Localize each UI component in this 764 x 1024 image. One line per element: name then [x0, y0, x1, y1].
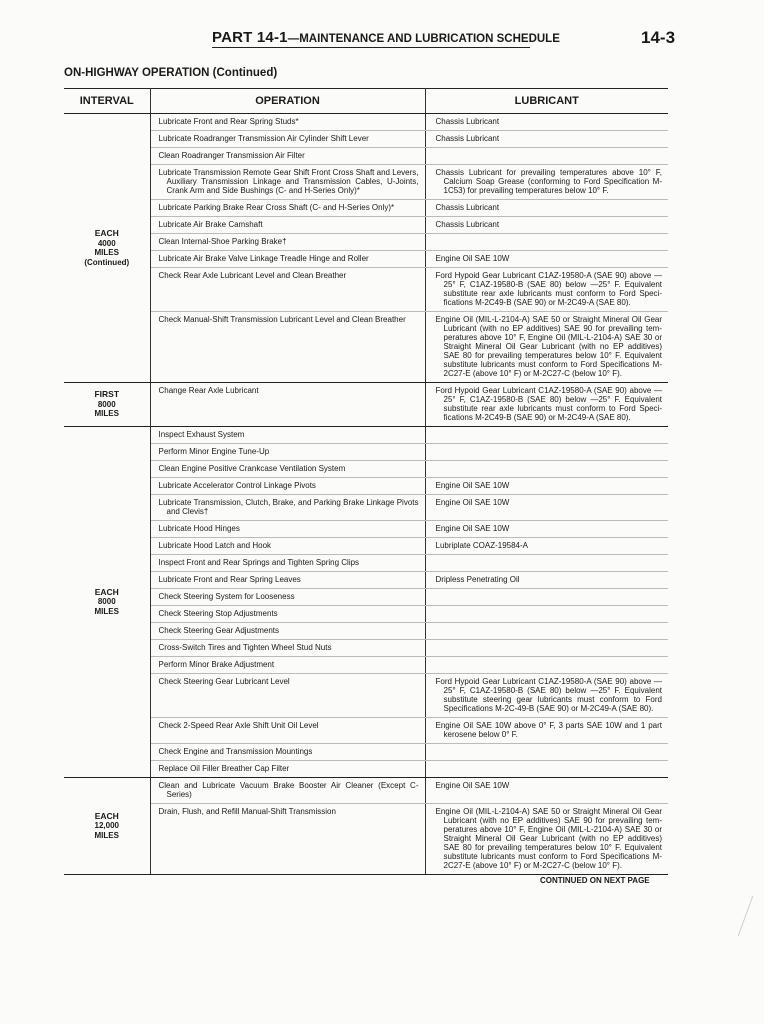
lubricant-cell — [425, 623, 668, 640]
operation-text: Lubricate Hood Hinges — [158, 524, 240, 533]
table-row — [64, 804, 668, 875]
interval-line: EACH — [94, 586, 119, 597]
interval-line: EACH — [94, 228, 119, 238]
lubricant-cell — [425, 606, 668, 623]
lubricant-cell — [425, 744, 668, 761]
schedule-table — [64, 88, 668, 875]
operation-text: Lubricate Air Brake Valve Linkage Treadle Hinge and Roller — [158, 254, 369, 263]
header-subtitle: MAINTENANCE AND LUBRICATION SCHEDULE — [299, 33, 560, 45]
interval-line: 8000 — [97, 399, 116, 409]
table-row — [64, 444, 668, 461]
operation-text: Check 2-Speed Rear Axle Shift Unit Oil Level — [158, 721, 319, 730]
operation-text: Lubricate Air Brake Camshaft — [158, 220, 263, 229]
interval-line: 4000 — [97, 238, 116, 248]
column-header-interval: INTERVAL — [64, 89, 150, 114]
lubricant-text: Chassis Lubricant — [435, 117, 500, 126]
lubricant-cell — [425, 538, 668, 555]
table-row — [64, 383, 668, 427]
table-row — [64, 640, 668, 657]
interval-line: MILES — [94, 409, 119, 419]
interval-cell — [64, 383, 150, 427]
part-label: PART 14-1 — [212, 29, 288, 46]
operation-text: Lubricate Front and Rear Spring Studs* — [158, 117, 299, 126]
header-dash: — — [287, 33, 300, 45]
table-row — [64, 234, 668, 251]
column-header-operation: OPERATION — [150, 89, 425, 114]
operation-cell — [150, 538, 425, 555]
operation-cell — [150, 657, 425, 674]
operation-cell — [150, 495, 425, 521]
lubricant-text: Lubriplate COAZ-19584-A — [435, 541, 528, 550]
lubricant-cell — [425, 521, 668, 538]
operation-cell — [150, 778, 425, 804]
interval-line: (Continued) — [84, 257, 130, 267]
continued-note: CONTINUED ON NEXT PAGE — [540, 876, 650, 885]
lubricant-cell — [425, 555, 668, 572]
operation-text: Cross-Switch Tires and Tighten Wheel Stud Nuts — [158, 643, 332, 652]
operation-cell — [150, 444, 425, 461]
operation-cell — [150, 148, 425, 165]
lubricant-cell — [425, 478, 668, 495]
operation-text: Lubricate Front and Rear Spring Leaves — [158, 575, 301, 584]
table-row — [64, 761, 668, 778]
lubricant-text: Engine Oil (MIL-L-2104-A) SAE 50 or Straight Mineral Oil Gear Lubricant (with no EP additives) SAE 90 for prevailing tem-peratures above 10° F, Engine Oil (MIL-L-2104-A) SAE 30 or Straight Mineral Oil Gear Lubricant (with no EP additives) SAE 80 for prevailing temperatures below 10° F. Equivalent substitute lubricants must conform to Ford Specifications M-2C27-E (above 10° F) or M-2C27-C (below 10° F). — [435, 315, 662, 378]
interval-cell — [64, 778, 150, 875]
schedule-body — [64, 114, 668, 875]
operation-cell — [150, 640, 425, 657]
operation-text: Perform Minor Brake Adjustment — [158, 660, 275, 669]
lubricant-cell — [425, 268, 668, 312]
interval-cell — [64, 114, 150, 383]
lubricant-text: Ford Hypoid Gear Lubricant C1AZ-19580-A (SAE 90) above —25° F, C1AZ-19580-B (SAE 80) below —25° F. Equivalent substitute rear axle lubricants must conform to Ford Speci-fications M-2C49-B (SAE 90) or M-2C49-A (SAE 80). — [435, 271, 662, 307]
operation-text: Inspect Front and Rear Springs and Tighten Spring Clips — [158, 558, 360, 567]
operation-cell — [150, 461, 425, 478]
interval-line: MILES — [94, 248, 119, 257]
table-row — [64, 217, 668, 234]
lubricant-text: Engine Oil SAE 10W — [435, 498, 510, 507]
lubricant-text: Engine Oil SAE 10W — [435, 524, 510, 533]
column-header-lubricant: LUBRICANT — [425, 89, 668, 114]
table-row — [64, 165, 668, 200]
interval-line: MILES — [94, 830, 119, 840]
header-rule — [212, 47, 530, 48]
operation-cell — [150, 427, 425, 444]
lubricant-cell — [425, 383, 668, 427]
lubricant-cell — [425, 761, 668, 778]
operation-cell — [150, 268, 425, 312]
operation-cell — [150, 521, 425, 538]
interval-line: FIRST — [94, 389, 120, 400]
interval-line: 12,000 — [94, 821, 119, 831]
lubricant-cell — [425, 461, 668, 478]
table-header-row — [64, 89, 668, 114]
table-row — [64, 589, 668, 606]
lubricant-text: Ford Hypoid Gear Lubricant C1AZ-19580-A (SAE 90) above —25° F, C1AZ-19580-B (SAE 80) below —25° F. Equivalent substitute steering gear lubricants must conform to Ford Specifications M-2C-49-B (SAE 90) or M-2C49-A (SAE 80). — [435, 677, 662, 713]
operation-cell — [150, 572, 425, 589]
operation-text: Lubricate Roadranger Transmission Air Cylinder Shift Lever — [158, 134, 369, 143]
table-row — [64, 606, 668, 623]
lubricant-cell — [425, 657, 668, 674]
operation-cell — [150, 478, 425, 495]
lubricant-text: Chassis Lubricant for prevailing temperatures above 10° F, Calcium Soap Grease (conforming to Ford Specification M-1C53) for prevailing temperatures below 10° F. — [435, 168, 662, 195]
table-row — [64, 251, 668, 268]
lubricant-cell — [425, 572, 668, 589]
table-row — [64, 268, 668, 312]
lubricant-text: Engine Oil (MIL-L-2104-A) SAE 50 or Straight Mineral Oil Gear Lubricant (with no EP additives) SAE 90 for prevailing tem-peratures above 10° F, Engine Oil (MIL-L-2104-A) SAE 30 or Straight Mineral Oil Gear Lubricant (with no EP additives) SAE 80 for prevailing temperatures below 10° F. Equivalent substitute lubricants must conform to Ford Specifications M-2C27-E (above 10° F) or M-2C27-C (below 10° F). — [435, 807, 662, 870]
interval-cell — [64, 427, 150, 778]
operation-cell — [150, 251, 425, 268]
operation-cell — [150, 383, 425, 427]
section-title: ON-HIGHWAY OPERATION (Continued) — [64, 67, 278, 79]
lubricant-cell — [425, 165, 668, 200]
operation-cell — [150, 165, 425, 200]
operation-cell — [150, 804, 425, 875]
operation-cell — [150, 674, 425, 718]
operation-cell — [150, 114, 425, 131]
table-row — [64, 674, 668, 718]
lubricant-cell — [425, 495, 668, 521]
operation-cell — [150, 234, 425, 251]
page-header-title — [212, 29, 560, 46]
table-row — [64, 114, 668, 131]
operation-text: Lubricate Accelerator Control Linkage Pivots — [158, 481, 316, 490]
lubricant-cell — [425, 114, 668, 131]
lubricant-cell — [425, 718, 668, 744]
operation-cell — [150, 217, 425, 234]
lubricant-cell — [425, 804, 668, 875]
operation-cell — [150, 623, 425, 640]
lubricant-cell — [425, 674, 668, 718]
operation-cell — [150, 744, 425, 761]
operation-text: Check Steering System for Looseness — [158, 592, 295, 601]
operation-cell — [150, 606, 425, 623]
operation-cell — [150, 200, 425, 217]
operation-text: Check Steering Gear Adjustments — [158, 626, 280, 635]
operation-text: Clean Roadranger Transmission Air Filter — [158, 151, 305, 160]
operation-text: Lubricate Hood Latch and Hook — [158, 541, 272, 550]
interval-line: MILES — [94, 606, 119, 616]
operation-text: Clean Internal-Shoe Parking Brake† — [158, 237, 287, 246]
operation-text: Check Engine and Transmission Mountings — [158, 747, 313, 756]
operation-text: Replace Oil Filler Breather Cap Filter — [158, 764, 290, 773]
lubricant-cell — [425, 444, 668, 461]
lubricant-cell — [425, 234, 668, 251]
lubricant-text: Ford Hypoid Gear Lubricant C1AZ-19580-A (SAE 90) above —25° F, C1AZ-19580-B (SAE 80) below —25° F. Equivalent substitute rear axle lubricants must conform to Ford Speci-fications M-2C49-B (SAE 90) or M-2C49-A (SAE 80). — [435, 386, 662, 422]
table-row — [64, 718, 668, 744]
lubricant-text: Engine Oil SAE 10W above 0° F, 3 parts SAE 10W and 1 part kerosene below 0° F. — [435, 721, 662, 739]
operation-text: Lubricate Transmission, Clutch, Brake, and Parking Brake Linkage Pivots and Clevis† — [158, 498, 419, 516]
operation-text: Perform Minor Engine Tune-Up — [158, 447, 270, 456]
operation-text: Inspect Exhaust System — [158, 430, 245, 439]
interval-line: 8000 — [97, 597, 116, 607]
lubricant-cell — [425, 217, 668, 234]
operation-text: Drain, Flush, and Refill Manual-Shift Transmission — [158, 807, 336, 816]
operation-cell — [150, 312, 425, 383]
table-row — [64, 312, 668, 383]
lubricant-cell — [425, 200, 668, 217]
lubricant-text: Chassis Lubricant — [435, 203, 500, 212]
operation-text: Lubricate Parking Brake Rear Cross Shaft (C- and H-Series Only)* — [158, 203, 395, 212]
table-row — [64, 623, 668, 640]
table-row — [64, 427, 668, 444]
table-row — [64, 521, 668, 538]
lubricant-cell — [425, 427, 668, 444]
scan-artifact — [728, 896, 754, 936]
operation-text: Clean and Lubricate Vacuum Brake Booster Air Cleaner (Except C-Series) — [158, 781, 419, 799]
lubricant-text: Engine Oil SAE 10W — [435, 254, 510, 263]
operation-text: Check Steering Gear Lubricant Level — [158, 677, 290, 686]
operation-text: Lubricate Transmission Remote Gear Shift Front Cross Shaft and Levers, Auxiliary Transmission Linkage and Transmission Cables, U-Joints, Crank Arm and Side Bushings (C- and H-Series Only)* — [158, 168, 419, 195]
table-row — [64, 148, 668, 165]
operation-cell — [150, 131, 425, 148]
table-row — [64, 478, 668, 495]
operation-text: Check Rear Axle Lubricant Level and Clean Breather — [158, 271, 347, 280]
lubricant-cell — [425, 148, 668, 165]
operation-text: Check Manual-Shift Transmission Lubricant Level and Clean Breather — [158, 315, 406, 324]
operation-cell — [150, 761, 425, 778]
table-row — [64, 200, 668, 217]
operation-text: Check Steering Stop Adjustments — [158, 609, 278, 618]
lubricant-text: Dripless Penetrating Oil — [435, 575, 520, 584]
operation-cell — [150, 589, 425, 606]
lubricant-cell — [425, 778, 668, 804]
lubricant-text: Chassis Lubricant — [435, 134, 500, 143]
table-row — [64, 131, 668, 148]
table-row — [64, 538, 668, 555]
table-row — [64, 555, 668, 572]
operation-text: Change Rear Axle Lubricant — [158, 386, 259, 395]
table-row — [64, 657, 668, 674]
table-row — [64, 778, 668, 804]
page-number: 14-3 — [641, 28, 676, 47]
lubricant-text: Engine Oil SAE 10W — [435, 781, 510, 790]
operation-text: Clean Engine Positive Crankcase Ventilation System — [158, 464, 346, 473]
table-row — [64, 572, 668, 589]
interval-line: EACH — [94, 810, 119, 821]
table-row — [64, 744, 668, 761]
operation-cell — [150, 555, 425, 572]
lubricant-cell — [425, 251, 668, 268]
lubricant-text: Chassis Lubricant — [435, 220, 500, 229]
table-row — [64, 461, 668, 478]
lubricant-cell — [425, 640, 668, 657]
lubricant-cell — [425, 589, 668, 606]
lubricant-cell — [425, 131, 668, 148]
lubricant-text: Engine Oil SAE 10W — [435, 481, 510, 490]
lubricant-cell — [425, 312, 668, 383]
table-row — [64, 495, 668, 521]
operation-cell — [150, 718, 425, 744]
